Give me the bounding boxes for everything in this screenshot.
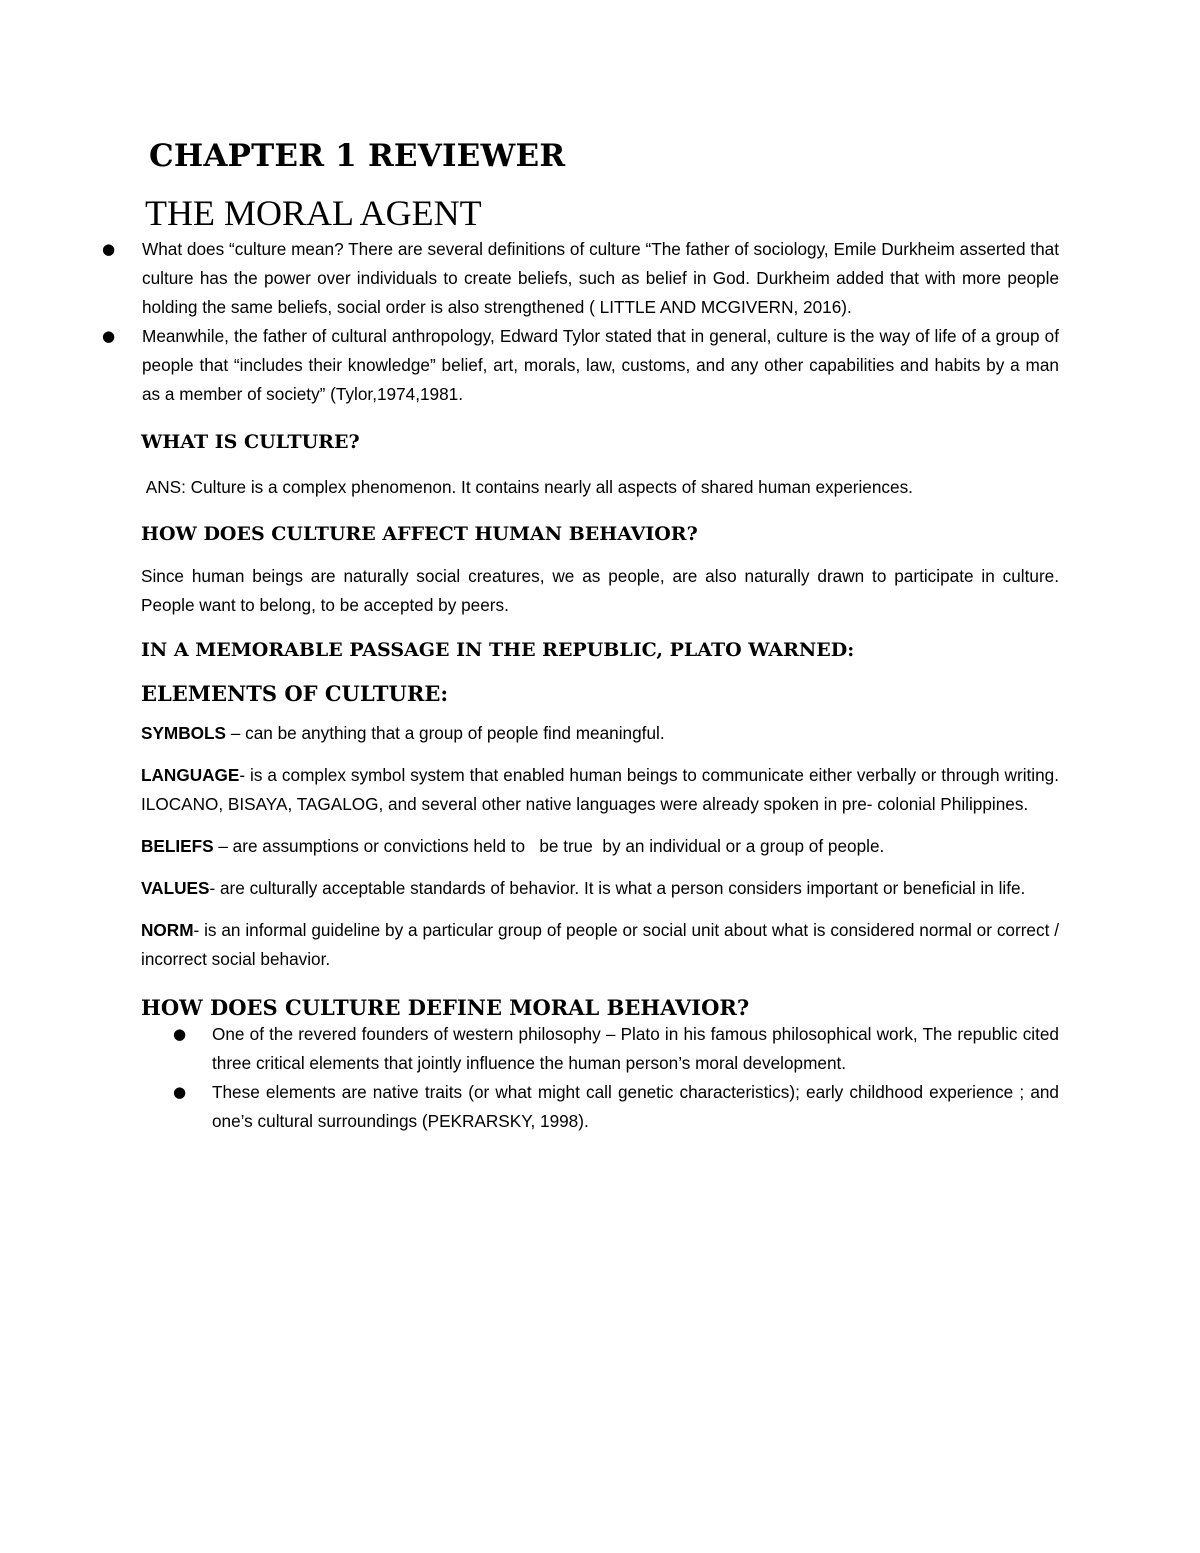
moral-behavior-heading: HOW DOES CULTURE DEFINE MORAL BEHAVIOR? [141,994,750,1020]
element-definition-language [141,761,1064,819]
element-term: LANGUAGE [141,764,240,785]
list-item [0,1078,1059,1136]
element-definition: – can be anything that a group of people find meaningful. [226,722,665,743]
element-definition-symbols [141,719,1059,748]
bullet-icon: ● [102,327,116,346]
elements-heading: ELEMENTS OF CULTURE: [141,680,449,706]
element-definition-beliefs [141,832,1059,861]
what-is-culture-answer: ANS: Culture is a complex phenomenon. It contains nearly all aspects of shared human experiences. [141,477,913,498]
culture-affect-text: Since human beings are naturally social creatures, we as people, are also naturally drawn to participate in culture. People want to belong, to be accepted by peers. [141,565,1059,615]
bullet-icon: ● [173,1083,187,1102]
element-definition: - is an informal guideline by a particular group of people or social unit about what is considered normal or correct / incorrect social behavior. [141,919,1064,969]
list-item-text: These elements are native traits (or what might call genetic characteristics); early childhood experience ; and one’s cultural surroundings (PEKRARSKY, 1998). [212,1082,1059,1132]
element-term: NORM [141,919,194,940]
element-term: SYMBOLS [141,722,226,743]
element-definition-norm [141,916,1064,974]
what-is-culture-heading: WHAT IS CULTURE? [141,431,360,454]
list-item-text: Meanwhile, the father of cultural anthropology, Edward Tylor stated that in general, culture is the way of life of a group of people that “includes their knowledge” belief, art, morals, law, customs, and any other capabilities and habits by a man as a member of society” (Tylor,1974,1981. [142,326,1059,405]
element-definition: – are assumptions or convictions held to be true by an individual or a group of people. [213,835,885,856]
document-title: CHAPTER 1 REVIEWER [149,138,566,174]
list-item [0,322,1059,409]
list-item-text: What does “culture mean? There are several definitions of culture “The father of sociology, Emile Durkheim asserted that culture has the power over individuals to create beliefs, such as belief in God. Durkheim added that with more people holding the same beliefs, social order is also strengthened ( LITTLE AND MCGIVERN, 2016). [142,239,1059,318]
document-content [102,138,1064,1136]
element-definition: - are culturally acceptable standards of behavior. It is what a person considers important or beneficial in life. [209,877,1026,898]
culture-affect-heading: HOW DOES CULTURE AFFECT HUMAN BEHAVIOR? [141,523,698,546]
bullet-icon: ● [173,1025,187,1044]
list-item [0,1020,1059,1078]
element-definition: - is a complex symbol system that enabled human beings to communicate either verbally or through writing. ILOCANO, BISAYA, TAGALOG, and several other native languages were already spoken in pre- colonial Philippines. [141,764,1064,814]
plato-heading: IN A MEMORABLE PASSAGE IN THE REPUBLIC, PLATO WARNED: [141,638,855,661]
list-item [0,235,1059,322]
element-definition-values [141,874,1059,903]
moral-behavior-bullet-list [141,1020,1059,1136]
intro-bullet-list [102,235,1059,409]
element-term: BELIEFS [141,835,214,856]
element-term: VALUES [141,877,210,898]
bullet-icon: ● [102,240,116,259]
document-subtitle: THE MORAL AGENT [145,193,482,234]
list-item-text: One of the revered founders of western philosophy – Plato in his famous philosophical work, The republic cited three critical elements that jointly influence the human person’s moral development. [212,1024,1059,1074]
